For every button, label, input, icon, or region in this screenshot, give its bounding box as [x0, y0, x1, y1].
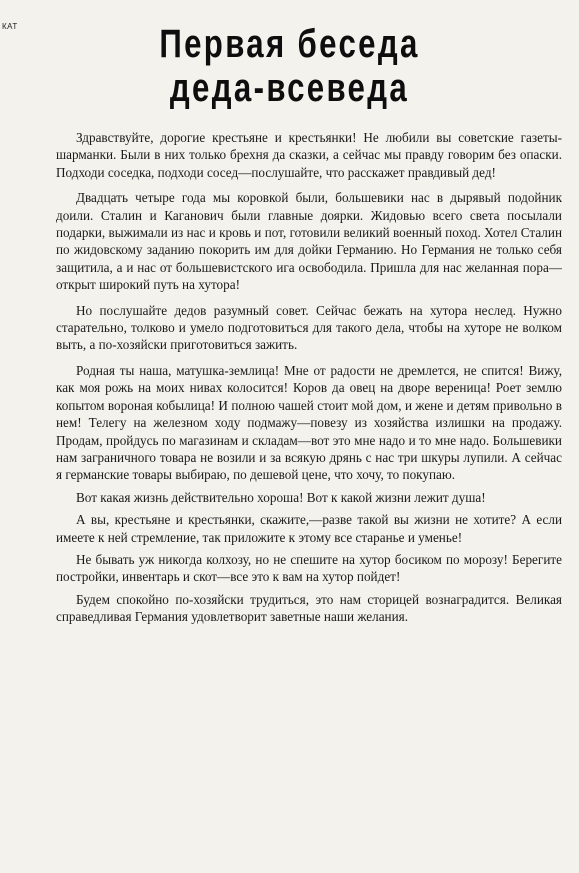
page-title: [64, 22, 516, 110]
article-body: [56, 129, 562, 631]
paragraph-history: Двадцать четыре года мы коровкой были, большевики нас в дырявый подойник доили. Сталин и Каганович были главные доярки. Жидовью всего света посылали подарки, выжимали из нас и кровь и пот, готовили великий военный поход. Хотел Сталин по жидовскому заданию покорить им для дойки Германию. Но Германия не только себя защитила, а и нас от большевистского ига освободила. Пришла для нас желанная пора—открыт широкий путь на хутора!: [56, 190, 562, 293]
title-line-2: деда-всеведа: [169, 66, 410, 110]
paragraph-greeting: Здравствуйте, дорогие крестьяне и крестьянки! Не любили вы советские газеты-шарманки. Были в них только брехня да сказки, а сейчас мы правду говорим без опаски. Подходи соседка, подходи сосед—послушайте, что расскажет правдивый дед!: [56, 130, 562, 180]
paragraph-advice: Но послушайте дедов разумный совет. Сейчас бежать на хутора неслед. Нужно старательно, толково и умело подготовиться для такого дела, чтобы на хуторе не волком выть, а по-хозяйски приготовиться зажить.: [56, 302, 562, 353]
paragraph-good-life: Вот какая жизнь действительно хороша! Вот к какой жизни лежит душа!: [76, 489, 486, 505]
title-line-1: Первая беседа: [159, 22, 420, 66]
paragraph-closing: Будем спокойно по-хозяйски трудиться, это нам сторицей вознаградится. Великая справедливая Германия удовлетворит заветные наши желания.: [56, 591, 562, 625]
paragraph-question: А вы, крестьяне и крестьянки, скажите,—разве такой вы жизни не хотите? А если имеете к ней стремление, так приложите к этому все старанье и уменье!: [56, 512, 562, 545]
corner-label: КАТ: [2, 22, 18, 31]
paragraph-dream: Родная ты наша, матушка-землица! Мне от радости не дремлется, не спится! Вижу, как моя рожь на моих нивах колосится! Коров да овец на дворе вереница! Роет землю копытом вороная кобылица! И полною чашей стоит мой дом, и жене и детям привольно в нем! Телегу на железном ходу подмажу—повезу из хозяйства излишки на продажу. Продам, пройдусь по магазинам и складам—вот это мне надо и то мне надо. Большевики нам заграничного товара не возили и за всякую дрянь с нас три шкуры лупили. А сейчас я германские товары выбираю, по дешевой цене, что хочу, то покупаю.: [56, 362, 562, 483]
paragraph-no-kolkhoz: Не бывать уж никогда колхозу, но не спешите на хутор босиком по морозу! Берегите постройки, инвентарь и скот—все это к вам на хутор пойдет!: [56, 551, 562, 585]
